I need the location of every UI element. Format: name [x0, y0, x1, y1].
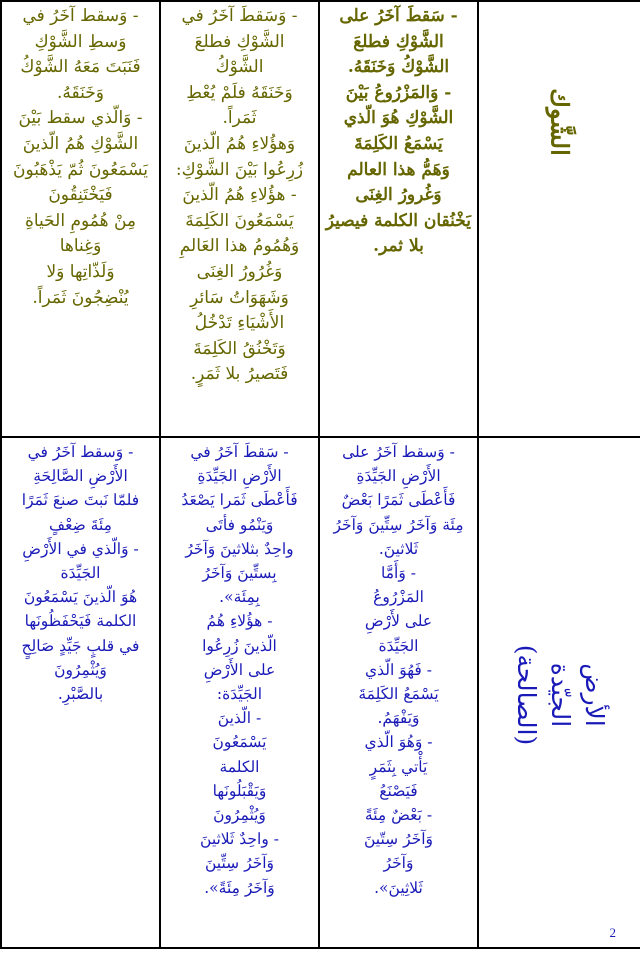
text-line: - هؤُلاءِ هُمُ — [206, 612, 273, 631]
text-line: الجَيِّدَة — [60, 564, 101, 583]
row-label-cell-good-soil — [478, 437, 640, 948]
text-line: - وَأَمَّا — [381, 564, 416, 583]
text-line: فَيَخْتَنِقُونَ — [48, 185, 113, 206]
text-line: بِستِّينَ وَآخَرُ — [202, 564, 277, 583]
text-line: وَهؤُلاءِ هُمُ الّذينَ — [183, 133, 296, 154]
text-line: الّذينَ زُرِعُوا — [202, 636, 277, 655]
text-line: وَيُثْمِرُونَ — [213, 806, 266, 825]
row-label-good-soil — [509, 645, 611, 746]
text-line: الشَّوْكِ فطلعَ — [194, 31, 285, 52]
text-line: الشَّوْكُ وَخَنَقَهُ. — [347, 57, 450, 78]
text-line: - وَالمَزْرُوعُ بَيْنَ — [345, 82, 452, 103]
cell-good-soil-matthew — [319, 437, 478, 948]
text-line: - هؤُلاءِ هُمُ الّذينَ — [182, 185, 297, 206]
text-line: وَيُثْمِرُونَ — [54, 660, 107, 679]
text-line: بالصَّبْرِ. — [57, 685, 104, 704]
text-line: - الّذينَ — [217, 709, 262, 728]
text-line: مِئَة وَآخَرُ سِتِّينَ وَآخَرُ — [333, 515, 464, 534]
cell-good-soil-luke — [1, 437, 160, 948]
text-line: الأَشْيَاءِ تَدْخُلُ — [194, 313, 285, 334]
text-line: يَسْمَعُونَ الكَلِمَةَ — [185, 210, 294, 231]
text-line: وَآخَرُ مِئَةً». — [204, 878, 275, 897]
text-line: وَغِناها — [59, 236, 102, 257]
text-line: - فَهُوَ الّذي — [365, 660, 432, 679]
text-line: فَأَعْطَى ثَمَرا يَصْعَدُ — [181, 491, 298, 510]
text-line: وَهُمُومُ هذا العَالمِ — [179, 236, 300, 257]
text-line: - وَالّذي في الأَرْضِ — [22, 539, 139, 558]
text-line: - وَسَقطَ آخَرُ في — [181, 6, 298, 26]
text-line: مِنْ هُمُومِ الحَياةِ — [24, 210, 137, 231]
text-line: الأَرْضِ الجَيِّدَةِ — [197, 467, 282, 486]
text-line: يَسْمَعُونَ — [212, 733, 267, 752]
text-line: - سَقطَ آخَرُ في — [190, 443, 289, 461]
text-line: فَتَصيرُ بلا ثَمَرٍ. — [190, 364, 289, 385]
text-line: وَيَقْبَلُونَها — [212, 781, 267, 800]
text-line: على لأَرْضِ — [364, 612, 433, 631]
text-line: وَلَذّاتِها وَلا — [46, 261, 115, 282]
text-line: وَآخَرُ سِتّينَ — [364, 830, 433, 849]
text-line: يَسْمَعُ الكَلِمَةَ — [358, 685, 439, 704]
text-line: واحِدٌ بثلاثينَ وَآخَرُ — [185, 539, 294, 558]
text-line: الشَّوْكِ فطلعَ — [353, 31, 444, 52]
text-line: بِمِئَة». — [219, 588, 260, 607]
text-line: زُرِعُوا بَيْنَ الشَّوْكِ: — [175, 159, 304, 180]
text-line: فلمّا نَبتَ صنعَ ثَمَرًا — [21, 491, 140, 510]
row-label-cell-thorns — [478, 1, 640, 437]
text-line: - وَسقط آخَرُ على — [342, 443, 455, 461]
table-row-thorns — [1, 1, 640, 437]
text-line: ثَمَراً. — [222, 108, 257, 129]
text-line: على الأَرْضِ — [203, 660, 276, 679]
text-line: يَسْمَعُونَ ثُمّ يَذْهَبُونَ — [12, 159, 149, 180]
text-line: - وَسقط آخَرُ في — [22, 6, 139, 26]
text-line: ثَلاثِينَ». — [374, 878, 423, 897]
text-line: وَخَنَقَهُ. — [57, 82, 104, 103]
text-line: - سَقطَ آخَرُ على — [339, 6, 458, 26]
text-line: - واحِدٌ ثَلاثينَ — [200, 830, 279, 849]
text-line: الشَّوْكُ — [215, 57, 264, 78]
text-line: يُنْضِجُونَ ثَمَراً. — [32, 287, 129, 308]
text-line: - بَعْضٌ مِئَةً — [364, 806, 433, 825]
cell-text — [167, 440, 312, 900]
text-line: مِئَةَ ضِعْفٍ — [49, 515, 112, 534]
text-line: وَخَنَقَهُ فلَمْ يُعْطِ — [186, 82, 293, 103]
cell-text — [8, 440, 153, 706]
text-line: الأَرْضِ الجَيِّدَةِ — [356, 467, 441, 486]
text-line: يَخْنُقان الكلمة فيصيرُ — [325, 210, 471, 231]
text-line: فَيَصْنَعُ — [379, 781, 418, 800]
cell-thorns-mark — [160, 1, 319, 437]
text-line: وَآخَرُ سِتِّينَ — [205, 854, 274, 873]
row-label-line: الأرض — [579, 663, 609, 727]
text-line: - وَسقط آخَرُ في — [27, 443, 134, 461]
cell-text — [326, 4, 471, 260]
text-line: فَأَعْطَى ثَمَرًا بَعْضٌ — [341, 491, 456, 510]
text-line: وَهَمُّ هذا العالم — [347, 159, 450, 180]
text-line: فَنَبَتَ مَعَهُ الشَّوْكُ — [20, 57, 141, 78]
text-line: وَيَفْهَمُ. — [377, 709, 420, 728]
text-line: وَيَنْمُو فأتَى — [205, 515, 274, 534]
text-line: يَأْتي بِثَمَرٍ — [369, 757, 428, 776]
text-line: المَزْرُوعُ — [373, 588, 424, 607]
text-line: وَشَهَوَاتُ سَائرِ — [190, 287, 289, 308]
text-line: الكلمة — [219, 757, 260, 776]
table-row-good-soil — [1, 437, 640, 948]
text-line: وَآخَرُ — [383, 854, 414, 873]
cell-text — [167, 4, 312, 388]
text-line: الكلمة فَيَحْفَظُونَها — [24, 612, 137, 631]
text-line: هُوَ الّذينَ يَسْمَعُونَ — [23, 588, 138, 607]
row-label-line: (الصالحة) — [511, 644, 541, 746]
text-line: الجَيِّدَة: — [216, 685, 263, 704]
text-line: الأَرْضِ الصَّالِحَةِ — [33, 467, 128, 486]
cell-text — [326, 440, 471, 900]
cell-good-soil-mark — [160, 437, 319, 948]
cell-thorns-matthew — [319, 1, 478, 437]
text-line: وَغُرُورُ الغِنَى — [196, 261, 283, 282]
text-line: الشَّوْكِ هُمُ الّذينَ — [22, 133, 139, 154]
text-line: ثَلاثينَ. — [378, 539, 419, 558]
text-line: الشَّوْكِ هُوَ الّذي — [343, 108, 454, 129]
text-line: وَغُرورُ الغِنَى — [355, 185, 442, 206]
cell-text — [8, 4, 153, 311]
row-label-thorns: الشَّوك — [545, 88, 574, 156]
text-line: يَسْمَعُ الكَلِمَةَ — [354, 133, 443, 154]
text-line: في قلبٍ جَيِّدٍ صَالِحٍ — [21, 636, 140, 655]
text-line: وَتَخْنُقُ الكَلِمَةَ — [193, 338, 286, 359]
text-line: وَسطِ الشَّوْكِ — [34, 31, 127, 52]
cell-thorns-luke — [1, 1, 160, 437]
text-line: بلا ثمر. — [373, 236, 424, 257]
row-label-line: الجيّدة — [545, 662, 575, 728]
page-number: 2 — [609, 925, 616, 940]
text-line: - وَهُوَ الّذي — [364, 733, 433, 752]
text-line: - وَالّذي سقط بَيْنَ — [18, 108, 143, 129]
text-line: الجَيِّدَة — [378, 636, 419, 655]
